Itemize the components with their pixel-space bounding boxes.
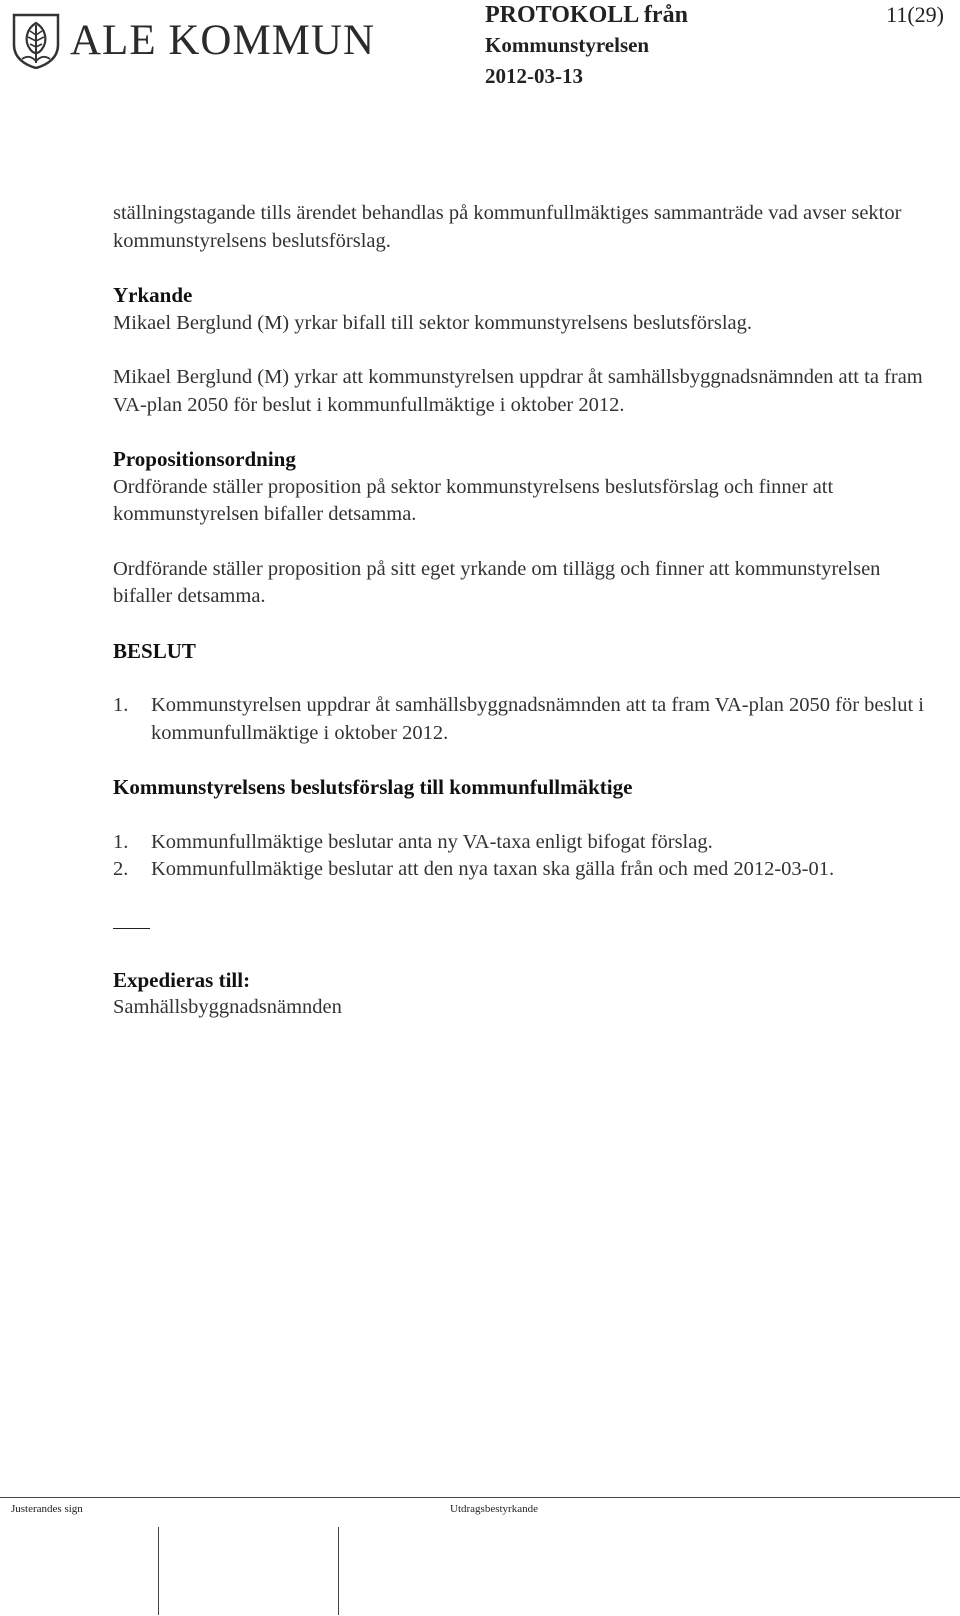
protocol-content [113,200,943,1022]
signature-box-divider [338,1527,339,1615]
signature-box-divider [158,1527,159,1615]
beslut-item-number: 1. [113,694,129,716]
forslag-item [113,856,943,884]
propositionsordning-heading: Propositionsordning [113,447,296,471]
intro-paragraph: ställningstagande tills ärendet behandlas på kommunfullmäktiges sammanträde vad avser sektor kommunstyrelsens beslutsförslag. [113,202,902,252]
page-number: 11(29) [886,2,944,27]
yrkande-paragraph-2: Mikael Berglund (M) yrkar att kommunstyrelsen uppdrar åt samhällsbyggnadsnämnden att ta fram VA-plan 2050 för beslut i kommunfullmäktige i oktober 2012. [113,366,923,416]
forslag-item-number: 1. [113,830,129,853]
footer-rule [0,1497,960,1498]
forslag-item-text: Kommunfullmäktige beslutar att den nya taxan ska gälla från och med 2012-03-01. [151,858,835,880]
logo-text: ALE KOMMUN [70,16,376,64]
document-date: 2012-03-13 [485,64,583,88]
yrkande-paragraph-1: Mikael Berglund (M) yrkar bifall till sektor kommunstyrelsens beslutsförslag. [113,311,753,334]
tree-shield-icon [10,11,62,69]
beslut-item-text: Kommunstyrelsen uppdrar åt samhällsbyggnadsnämnden att ta fram VA-plan 2050 för beslut i kommunfullmäktige i oktober 2012. [151,694,924,744]
proposition-paragraph-2: Ordförande ställer proposition på sitt eget yrkande om tillägg och finner att kommunstyrelsen bifaller detsamma. [113,557,881,607]
signature-footer [0,1497,960,1616]
document-body: Kommunstyrelsen [485,33,650,57]
proposition-paragraph-1: Ordförande ställer proposition på sektor kommunstyrelsens beslutsförslag och finner att kommunstyrelsen bifaller detsamma. [113,475,834,525]
forslag-item-number: 2. [113,858,129,880]
justerandes-sign-label: Justerandes sign [11,1503,83,1515]
forslag-item [113,829,943,857]
expedieras-heading: Expedieras till: [113,967,251,992]
yrkande-heading: Yrkande [113,283,193,307]
ale-kommun-logo [10,10,375,70]
document-title: PROTOKOLL från [485,2,688,28]
document-header [485,0,688,92]
forslag-heading: Kommunstyrelsens beslutsförslag till kommunfullmäktige [113,775,633,799]
forslag-item-text: Kommunfullmäktige beslutar anta ny VA-taxa enligt bifogat förslag. [151,830,713,853]
expedieras-recipient: Samhällsbyggnadsnämnden [113,996,342,1018]
beslut-item [113,692,943,747]
beslut-heading: BESLUT [113,638,196,663]
utdragsbestyrkande-label: Utdragsbestyrkande [450,1503,538,1515]
